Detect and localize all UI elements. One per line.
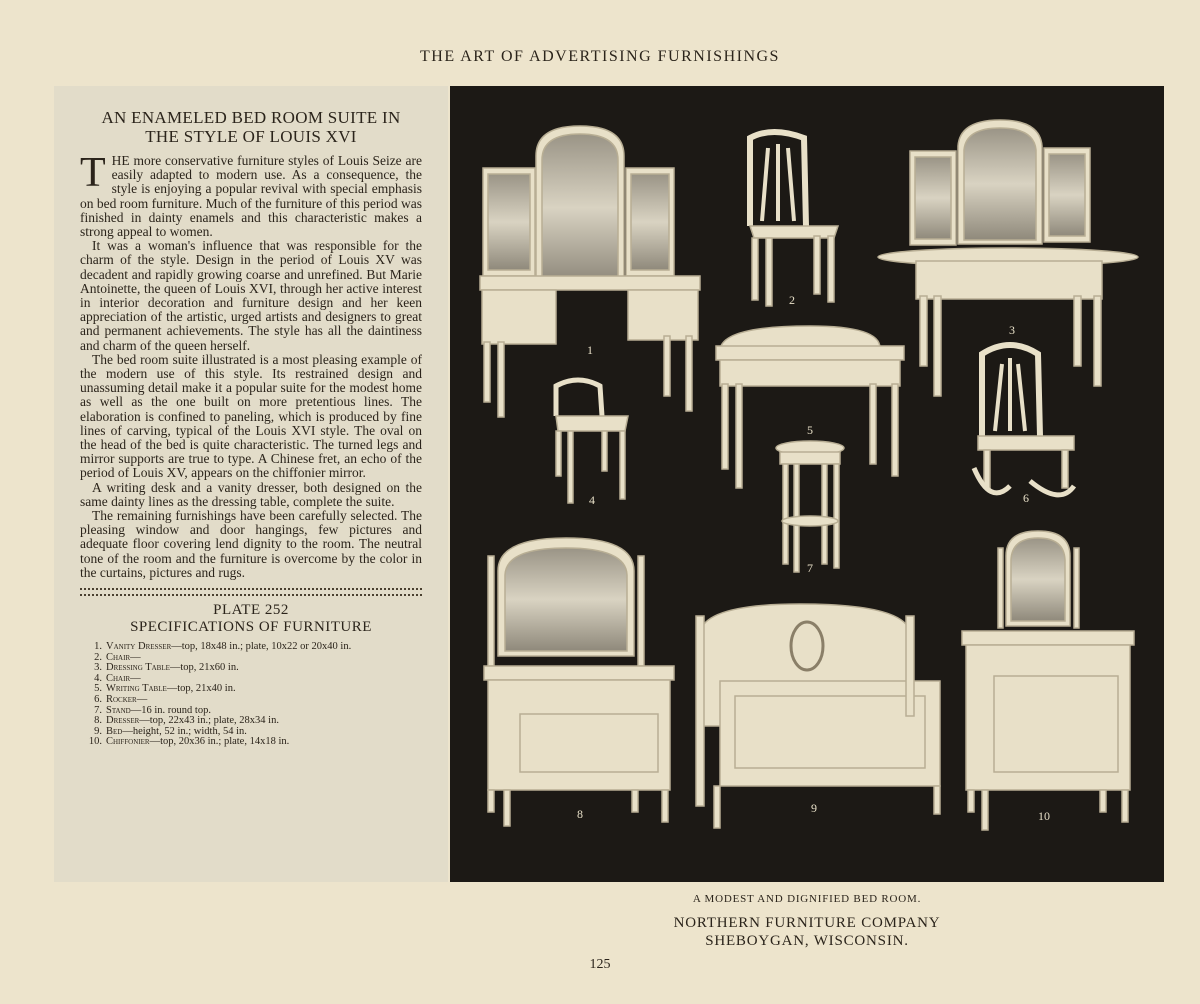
furniture-illustration (450, 86, 1164, 882)
company-location: SHEBOYGAN, WISCONSIN. (705, 933, 909, 949)
article-paragraph: It was a woman's influence that was responsible for the charm of the style. Design in the period of Louis XV was decadent and rapidly growing coarse and unrefined. But Marie Antoinette, the queen of Louis XVI, through her active interest in interior decoration and furniture design and her keen appreciation of the artistic, urged artists and designers to great and permanent achievements. The style has all the daintiness and charm of the queen herself. (80, 238, 422, 353)
company-credit (450, 914, 1164, 950)
spec-item: 7. Stand—16 in. round top. (94, 704, 211, 716)
dresser-figure (484, 538, 674, 826)
spec-item: 1. Vanity Dresser—top, 18x48 in.; plate, 10x22 or 20x40 in. (94, 641, 352, 653)
vanity-dresser-figure (480, 126, 700, 417)
running-header: THE ART OF ADVERTISING FURNISHINGS (420, 48, 780, 65)
photo-label-7: 7 (807, 561, 813, 575)
bed-figure (696, 604, 940, 828)
article-title (80, 108, 422, 146)
furniture-photograph (450, 86, 1164, 882)
article-paragraph: A writing desk and a vanity dresser, both designed on the same dainty lines as the dressing table, complete the suite. (80, 479, 422, 509)
page-number: 125 (589, 957, 611, 972)
spec-item: 8. Dresser—top, 22x43 in.; plate, 28x34 in. (94, 715, 279, 727)
spec-item: 2. Chair— (94, 651, 141, 663)
chiffonier-figure (962, 531, 1134, 830)
chair-figure (750, 132, 838, 306)
photo-label-5: 5 (807, 423, 813, 437)
rocker-figure (974, 345, 1074, 495)
photo-label-4: 4 (589, 493, 595, 507)
spec-item: 10. Chiffonier—top, 20x36 in.; plate, 14x18 in. (88, 736, 290, 748)
stand-figure (776, 441, 844, 572)
photo-label-8: 8 (577, 807, 583, 821)
photo-label-10: 10 (1038, 809, 1050, 823)
spec-item: 4. Chair— (94, 672, 141, 684)
specifications-list (86, 642, 422, 748)
spec-item: 5. Writing Table—top, 21x40 in. (94, 683, 236, 695)
article-title-line1: AN ENAMELED BED ROOM SUITE IN (101, 108, 401, 127)
spec-item: 3. Dressing Table—top, 21x60 in. (94, 662, 239, 674)
article-title-line2: THE STYLE OF LOUIS XVI (145, 127, 357, 146)
photo-label-9: 9 (811, 801, 817, 815)
photo-label-2: 2 (789, 293, 795, 307)
article-paragraph: The bed room suite illustrated is a most pleasing example of the modern use of this style. Its restrained design and unassuming detail make it a popular suite for the modest home as well as the one built on more pretentious lines. The elaboration is confined to paneling, which is produced by fine lines of carving, typical of the Louis XVI style. The oval on the head of the bed is quite characteristic. The turned legs and mirror supports are true to type. A Chinese fret, an echo of the period of Louis XV, appears on the chiffonier mirror. (80, 351, 422, 481)
article-paragraph: THE more conservative furniture styles of Louis Seize are easily adapted to modern use. As a consequence, the style is enjoying a popular revival with special emphasis on bed room furniture. Much of the furniture of this period was finished in dainty enamels and this characteristic makes a strong appeal to women. (80, 150, 422, 240)
photo-label-3: 3 (1009, 323, 1015, 337)
spec-item: 9. Bed—height, 52 in.; width, 54 in. (94, 725, 247, 737)
company-name: NORTHERN FURNITURE COMPANY (673, 915, 941, 931)
section-divider (80, 588, 422, 596)
plate-title: PLATE 252 (213, 602, 289, 619)
photo-label-6: 6 (1023, 491, 1029, 505)
photo-caption: A MODEST AND DIGNIFIED BED ROOM. (692, 893, 922, 905)
spec-item: 6. Rocker— (94, 694, 148, 706)
small-chair-figure (556, 380, 628, 503)
article-paragraph: The remaining furnishings have been carefully selected. The pleasing window and door hangings, few pictures and adequate floor covering lend dignity to the room. The neutral tone of the room and the furniture is overcome by the color in the curtains, pictures and rugs. (80, 508, 422, 580)
article-panel (54, 86, 448, 882)
photo-label-1: 1 (587, 343, 593, 357)
specifications-title: SPECIFICATIONS OF FURNITURE (130, 619, 372, 636)
drop-cap: T (80, 150, 106, 196)
dressing-table-figure (878, 120, 1138, 396)
article-body (80, 150, 422, 580)
